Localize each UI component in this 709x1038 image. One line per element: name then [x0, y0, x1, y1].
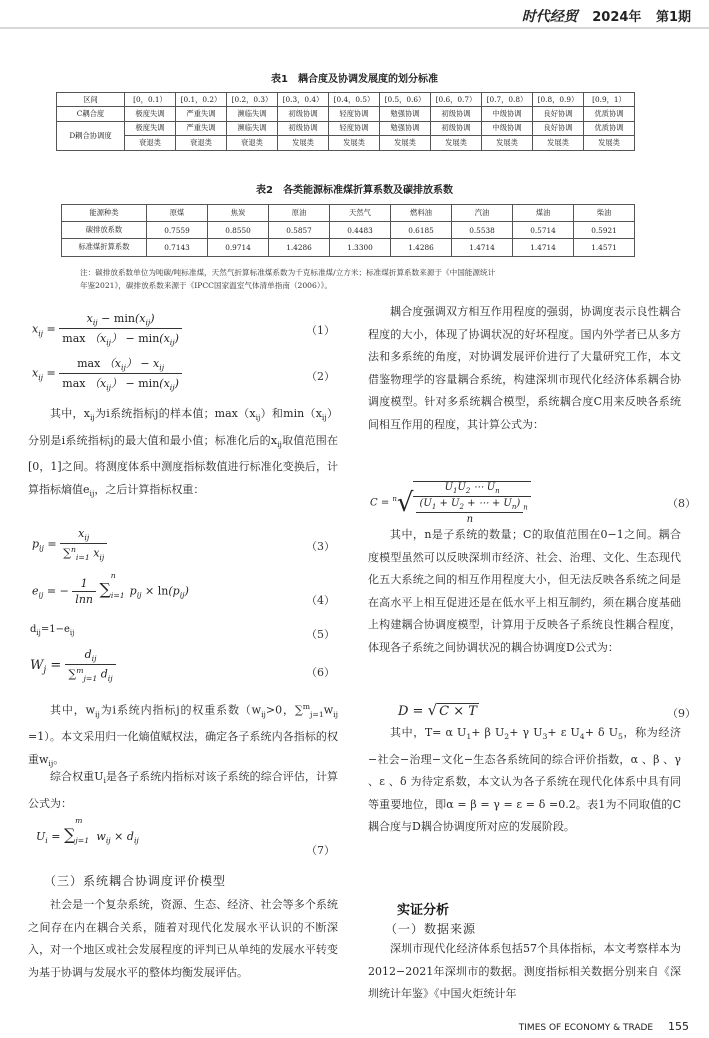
equation-number: （1） — [306, 324, 335, 337]
paragraph: 其中，$w_{ij}$为i系统内指标j的权重系数（$w_{ij}>0$，$\sum^m_{j=1}w_{ij} =1$）。本文采用归一化熵值赋权法，确定各子系统内各指标的权重$w_{ij}$。 — [28, 702, 338, 769]
section-heading: （三）系统耦合协调度评价模型 — [44, 874, 227, 888]
table-cell-label: D耦合协调度 — [57, 121, 125, 150]
table-cell: 发展类 — [431, 136, 482, 150]
table-cell: 燃料油 — [391, 205, 452, 222]
table-cell: 碳排放系数 — [62, 222, 147, 239]
table-row — [62, 205, 635, 222]
table-cell: [0，0.1） — [125, 93, 176, 107]
table-cell: 1.4286 — [391, 239, 452, 256]
table-cell: 区间 — [57, 93, 125, 107]
table-cell: [0.1，0.2） — [176, 93, 227, 107]
table-cell: 优质协调 — [584, 107, 635, 121]
table-cell: [0.8，0.9） — [533, 93, 584, 107]
table-cell: 原煤 — [147, 205, 208, 222]
table-cell: 勉强协调 — [380, 121, 431, 135]
table-cell: 1.4714 — [513, 239, 574, 256]
equation-1: $x_{ij}$ = $\frac{x_{ij} - \min(x_{ij})}{\max (x_{ij}) - \min(x_{ij})}$ — [32, 312, 182, 347]
table-row — [57, 121, 635, 135]
page-footer — [519, 1020, 689, 1033]
note-line: 注：碳排放系数单位为吨碳/吨标准煤，天然气折算标准煤系数为千克标准煤/立方米；标准煤折算系数来源于《中国能源统计 — [80, 268, 496, 277]
table-cell: C耦合度 — [57, 107, 125, 121]
table-cell: 焦炭 — [208, 205, 269, 222]
table-cell: 严重失调 — [176, 121, 227, 135]
equation-number: （8） — [667, 497, 696, 510]
table-cell: [0.3，0.4） — [278, 93, 329, 107]
paragraph: 深圳市现代化经济体系包括57个具体指标，本文考察样本为2012−2021年深圳市的数据。测度指标相关数据分别来自《深圳统计年鉴》《中国火炬统计年 — [368, 942, 681, 1000]
table2 — [61, 204, 635, 257]
table-cell: 极度失调 — [125, 121, 176, 135]
equation-number: （9） — [667, 707, 696, 720]
table-cell: [0.2，0.3） — [227, 93, 278, 107]
table-cell: 发展类 — [482, 136, 533, 150]
table-cell: 衰退类 — [125, 136, 176, 150]
table-note — [80, 266, 640, 292]
footer-journal: TIMES OF ECONOMY & TRADE — [518, 1023, 654, 1033]
equation-3: $p_{ij}$ = $\frac{x_{ij}}{\sum^n_{i=1} x_{ij}}$ — [32, 527, 107, 562]
paragraph: 其中，T= α $U_1+ \beta$ $U_2+ \gamma$ $U_3+ \varepsilon$ $U_4+ \delta$ $U_5$，称为经济−社会−治理−文化−生态各系统间的综合评价指数，α 、β 、γ 、ε 、δ 为待定系数，本文认为各子系统在现代化体系中具有同等重要地位，即α = β = γ = ε = δ =0.2。表1为不同取值的C耦合度与D耦合协调度所对应的发展阶段。 — [368, 726, 681, 834]
table-cell: 0.6185 — [391, 222, 452, 239]
equation-number: （6） — [306, 666, 335, 679]
table2-caption: 表2 各类能源标准煤折算系数及碳排放系数 — [256, 185, 453, 196]
journal-name: 时代经贸 — [521, 9, 578, 25]
table-cell: 0.7559 — [147, 222, 208, 239]
table-cell: 极度失调 — [125, 107, 176, 121]
table-cell: 0.7143 — [147, 239, 208, 256]
table-cell: 原油 — [269, 205, 330, 222]
table-cell: 衰退类 — [227, 136, 278, 150]
table-cell: 优质协调 — [584, 121, 635, 135]
table-cell: 能源种类 — [62, 205, 147, 222]
equation-number: （7） — [306, 844, 335, 857]
table-cell: [0.6，0.7） — [431, 93, 482, 107]
table-cell: 1.4714 — [452, 239, 513, 256]
table1-caption: 表1 耦合度及协调发展度的划分标准 — [271, 74, 438, 85]
table-cell: 轻度协调 — [329, 107, 380, 121]
table-cell: 0.5714 — [513, 222, 574, 239]
paragraph: 其中，n是子系统的数量；C的取值范围在0−1之间。耦合度模型虽然可以反映深圳市经济、社会、治理、文化、生态现代化五大系统之间的相互作用程度大小，但无法反映各系统之间是在高水平上相互促进还是在低水平上相互制约，须在耦合度基础上构建耦合协调度模型，计算用于反映各子系统良性耦合程度，体现各子系统之间协调状况的耦合协调度D公式为： — [368, 528, 681, 654]
table-cell: 初级协调 — [431, 121, 482, 135]
table-row — [62, 222, 635, 239]
equation-2: $x_{ij}$ = $\frac{\max (x_{ij}) - x_{ij}}{\max (x_{ij}) - \min(x_{ij})}$ — [32, 355, 182, 392]
equation-9: D = √ C × T — [398, 701, 477, 719]
table-cell: 严重失调 — [176, 107, 227, 121]
table-cell: 良好协调 — [533, 121, 584, 135]
table-cell: [0.7，0.8） — [482, 93, 533, 107]
table-cell: 发展类 — [380, 136, 431, 150]
equation-7: $U_i = \sum_{j=1}^mw_{ij} \times d_{ij}$ — [36, 816, 139, 846]
table-cell: 柴油 — [574, 205, 635, 222]
table-cell: 0.4483 — [330, 222, 391, 239]
equation-8: C = $^n$√ $U_1U_2$ ⋯ $U_n$ $\frac{(U_1 + U_2 + \cdots + U_n)}{n}$ $^n$ — [370, 481, 531, 525]
table-cell: 发展类 — [533, 136, 584, 150]
table-cell: 发展类 — [329, 136, 380, 150]
paragraph: 其中，$x_{ij}$为i系统指标j的样本值；$\max(x_{ij})$和$\min(x_{ij})$分别是i系统指标j的最大值和最小值；标准化后的$x_{ij}$取值范围在[0，1]之间。将测度体系中测度指标数值进行标准化变换后，计算指标熵值$e_{ij}$，之后计算指标权重： — [28, 407, 338, 499]
table-cell: 天然气 — [330, 205, 391, 222]
paragraph: 综合权重$U_i$是各子系统内指标对该子系统的综合评估，计算公式为： — [28, 770, 339, 810]
table-row — [57, 93, 635, 107]
table-cell: 濒临失调 — [227, 121, 278, 135]
table-cell: 发展类 — [278, 136, 329, 150]
section-heading: 实证分析 — [397, 903, 450, 918]
table-cell: 0.5857 — [269, 222, 330, 239]
subsection-heading: （一）数据来源 — [385, 922, 477, 936]
paragraph: 社会是一个复杂系统，资源、生态、经济、社会等多个系统之间存在内在耦合关系，随着对现代化发展水平认识的不断深入，对一个地区或社会发展程度的评判已从单纯的发展水平转变为基于协调与发展水平的整体均衡发展评估。 — [28, 898, 338, 979]
table1 — [56, 92, 635, 151]
table-cell: [0.9，1） — [584, 93, 635, 107]
table-cell: 衰退类 — [176, 136, 227, 150]
note-line: 年鉴2021》，碳排放系数来源于《IPCC国家温室气体清单指南（2006）》。 — [80, 281, 333, 290]
header-rule — [0, 27, 709, 29]
table-cell: 1.4571 — [574, 239, 635, 256]
table-cell: 1.4286 — [269, 239, 330, 256]
table-cell: 良好协调 — [533, 107, 584, 121]
equation-number: （5） — [306, 628, 335, 641]
table-row — [57, 107, 635, 121]
table-cell: 初级协调 — [431, 107, 482, 121]
equation-number: （2） — [306, 370, 335, 383]
paragraph: 耦合度强调双方相互作用程度的强弱，协调度表示良性耦合程度的大小，体现了协调状况的好坏程度。国内外学者已从多方法和多系统的角度，对协调发展评价进行了大量研究工作，本文借鉴物理学的容量耦合系统，构建深圳市现代化经济体系耦合协调度模型。针对多系统耦合模型，系统耦合度C用来反映各系统间相互作用的程度，其计算公式为： — [368, 305, 681, 431]
table-cell: 0.5921 — [574, 222, 635, 239]
equation-4: $e_{ij}$ = − $\frac{1}{\ln n}$ $\sum_{i=1}^np_{ij} \times \ln(p_{ij})$ — [32, 570, 189, 606]
table-cell: 初级协调 — [278, 107, 329, 121]
table-cell: [0.5，0.6） — [380, 93, 431, 107]
table-row — [57, 136, 635, 150]
table-cell: 标准煤折算系数 — [62, 239, 147, 256]
table-cell: 发展类 — [584, 136, 635, 150]
equation-number: （4） — [306, 594, 335, 607]
table-cell: 1.3300 — [330, 239, 391, 256]
table-cell: 初级协调 — [278, 121, 329, 135]
journal-header — [512, 6, 691, 26]
table-cell: 中级协调 — [482, 121, 533, 135]
equation-5: $d_{ij}=1-e_{ij}$ — [30, 624, 75, 637]
table-cell: 中级协调 — [482, 107, 533, 121]
table-cell: 汽油 — [452, 205, 513, 222]
journal-year: 2024年 — [592, 10, 642, 25]
table-cell: [0.4，0.5） — [329, 93, 380, 107]
table-cell: 0.5538 — [452, 222, 513, 239]
journal-issue: 第1期 — [655, 10, 691, 25]
table-cell: 煤油 — [513, 205, 574, 222]
equation-6: $W_j$ = $\frac{d_{ij}}{\sum^m_{j=1} d_{ij}}$ — [30, 648, 116, 683]
table-cell: 勉强协调 — [380, 107, 431, 121]
table-cell: 濒临失调 — [227, 107, 278, 121]
table-cell: 轻度协调 — [329, 121, 380, 135]
table-cell: 0.8550 — [208, 222, 269, 239]
table-cell: 0.9714 — [208, 239, 269, 256]
page-number: 155 — [668, 1020, 689, 1033]
equation-number: （3） — [306, 540, 335, 553]
table-row — [62, 239, 635, 256]
